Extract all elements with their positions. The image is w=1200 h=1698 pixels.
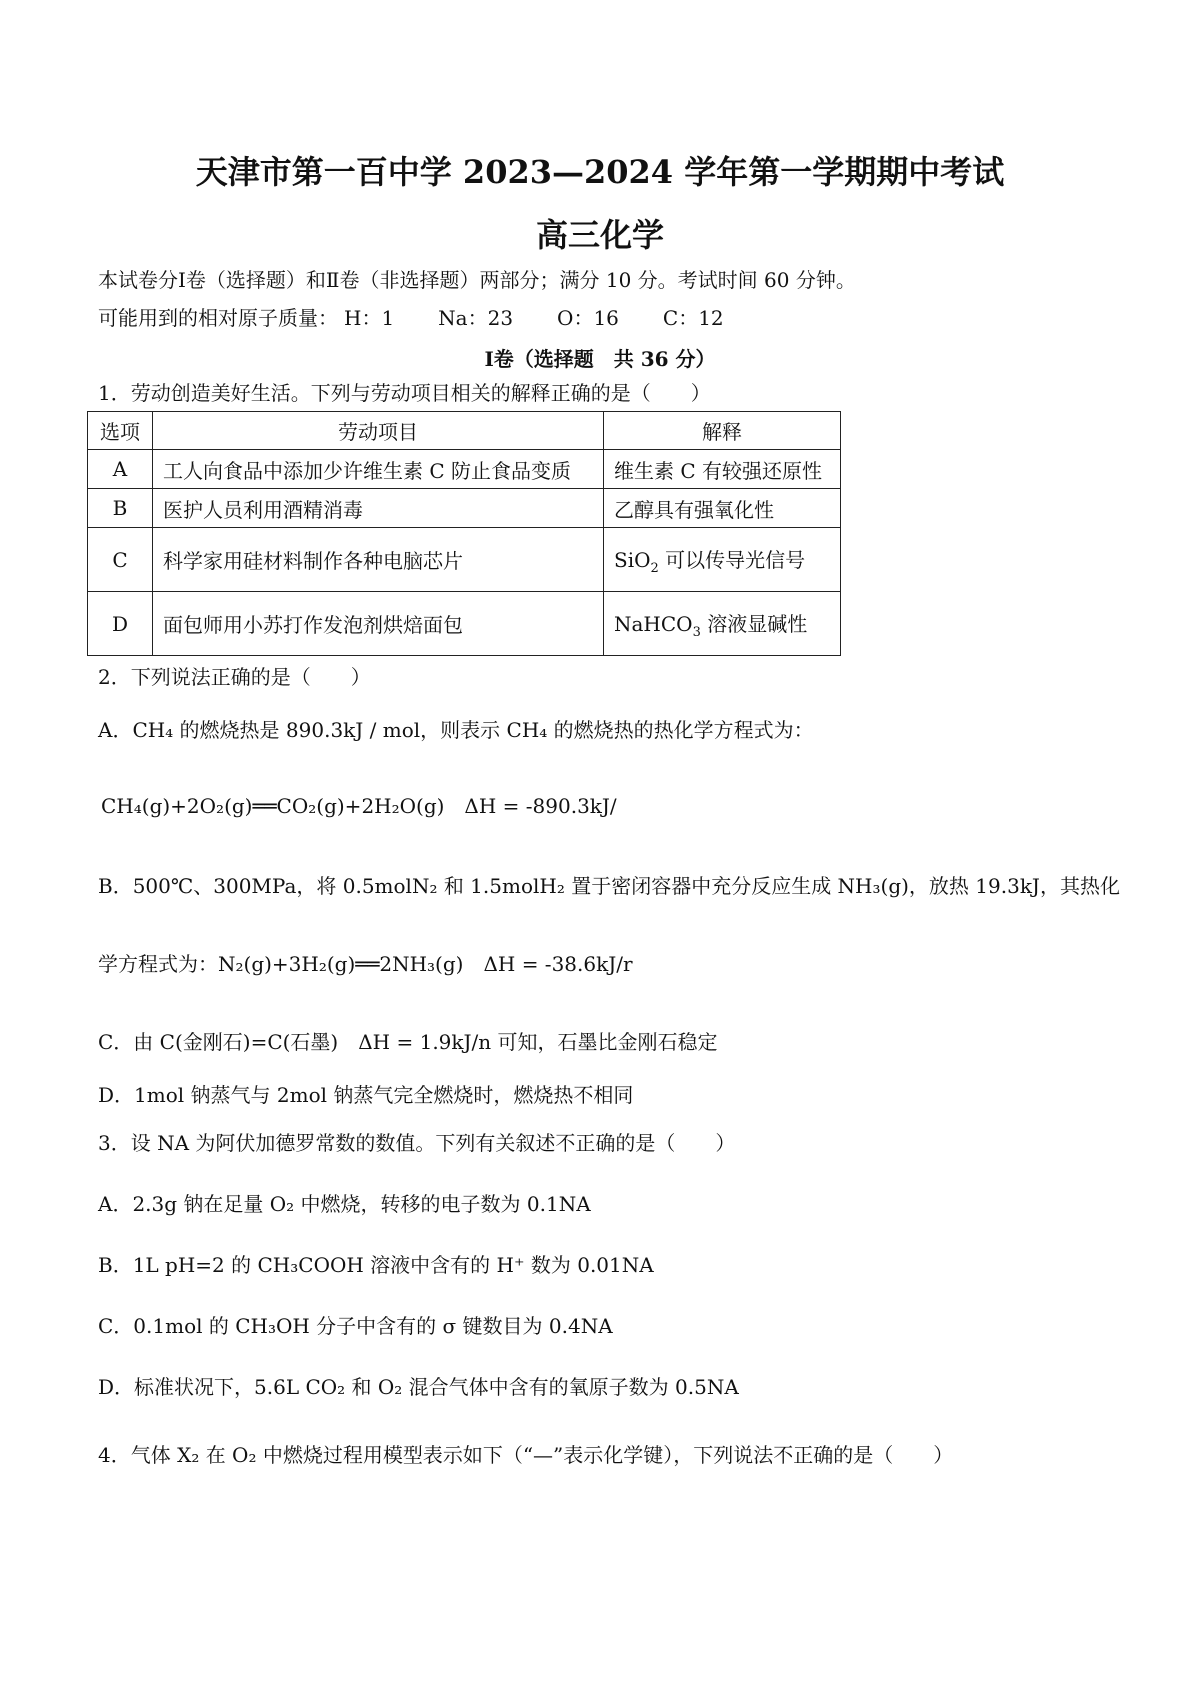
q2-option-b: B．500℃、300MPa，将 0.5molN₂ 和 1.5molH₂ 置于密闭容器中充分反应生成 NH₃(g)，放热 19.3kJ，其热化: [98, 874, 1120, 898]
subscript: 2: [650, 560, 659, 576]
table-row: [88, 489, 841, 528]
mass-h: H：1: [344, 306, 395, 330]
row-option: B: [88, 489, 153, 528]
subscript: 3: [692, 624, 701, 640]
q3-option-d: D．标准状况下，5.6L CO₂ 和 O₂ 混合气体中含有的氧原子数为 0.5NA: [98, 1375, 739, 1399]
q1-stem: 1．劳动创造美好生活。下列与劳动项目相关的解释正确的是（ ）: [98, 381, 711, 405]
mass-c: C：12: [662, 306, 724, 330]
intro-line: 本试卷分Ⅰ卷（选择题）和Ⅱ卷（非选择题）两部分；满分 10 分。考试时间 60 分钟。: [98, 268, 856, 292]
section-title: Ⅰ卷（选择题 共 36 分）: [484, 347, 716, 371]
header-option: 选项: [88, 412, 153, 450]
table-row: [88, 528, 841, 592]
q2-option-a-equation: CH₄(g)+2O₂(g)══CO₂(g)+2H₂O(g) ΔH = -890.3kJ/: [101, 794, 617, 818]
q2-option-b-equation: 学方程式为：N₂(g)+3H₂(g)══2NH₃(g) ΔH = -38.6kJ/r: [98, 952, 633, 976]
header-item: 劳动项目: [153, 412, 604, 450]
formula: NaHCO: [614, 611, 693, 636]
table-row: [88, 450, 841, 489]
table-header-row: [88, 412, 841, 450]
formula: SiO: [614, 547, 651, 572]
q3-option-b: B．1L pH=2 的 CH₃COOH 溶液中含有的 H⁺ 数为 0.01NA: [98, 1253, 654, 1277]
q2-option-a: A．CH₄ 的燃烧热是 890.3kJ / mol，则表示 CH₄ 的燃烧热的热化学方程式为：: [98, 718, 814, 742]
exam-title: 天津市第一百中学 2023—2024 学年第一学期期中考试: [195, 153, 1005, 191]
row-option: D: [88, 592, 153, 656]
q3-option-c: C．0.1mol 的 CH₃OH 分子中含有的 σ 键数目为 0.4NA: [98, 1314, 613, 1338]
header-reason: 解释: [604, 412, 841, 450]
row-item: 科学家用硅材料制作各种电脑芯片: [153, 528, 604, 592]
reason-text: 溶液显碱性: [700, 611, 808, 636]
table-row: [88, 592, 841, 656]
row-option: C: [88, 528, 153, 592]
row-item: 医护人员利用酒精消毒: [153, 489, 604, 528]
row-reason: 乙醇具有强氧化性: [604, 489, 841, 528]
q2-option-c: C．由 C(金刚石)=C(石墨) ΔH = 1.9kJ/n 可知，石墨比金刚石稳定: [98, 1030, 718, 1054]
row-option: A: [88, 450, 153, 489]
mass-o: O：16: [557, 306, 619, 330]
q2-stem: 2．下列说法正确的是（ ）: [98, 665, 371, 689]
row-item: 面包师用小苏打作发泡剂烘焙面包: [153, 592, 604, 656]
row-reason: [604, 528, 841, 592]
exam-subject: 高三化学: [535, 216, 664, 254]
row-item: 工人向食品中添加少许维生素 C 防止食品变质: [153, 450, 604, 489]
q3-stem: 3．设 NA 为阿伏加德罗常数的数值。下列有关叙述不正确的是（ ）: [98, 1131, 736, 1155]
row-reason: [604, 592, 841, 656]
q1-table: [87, 411, 841, 656]
q3-option-a: A．2.3g 钠在足量 O₂ 中燃烧，转移的电子数为 0.1NA: [98, 1192, 591, 1216]
atomic-masses: [98, 306, 724, 330]
atomic-masses-label: 可能用到的相对原子质量：: [98, 306, 338, 330]
q2-option-d: D．1mol 钠蒸气与 2mol 钠蒸气完全燃烧时，燃烧热不相同: [98, 1083, 634, 1107]
mass-na: Na：23: [438, 306, 514, 330]
reason-text: 可以传导光信号: [658, 547, 806, 572]
q4-stem: 4．气体 X₂ 在 O₂ 中燃烧过程用模型表示如下（“—”表示化学键），下列说法不正确的是（ ）: [98, 1443, 954, 1467]
row-reason: 维生素 C 有较强还原性: [604, 450, 841, 489]
